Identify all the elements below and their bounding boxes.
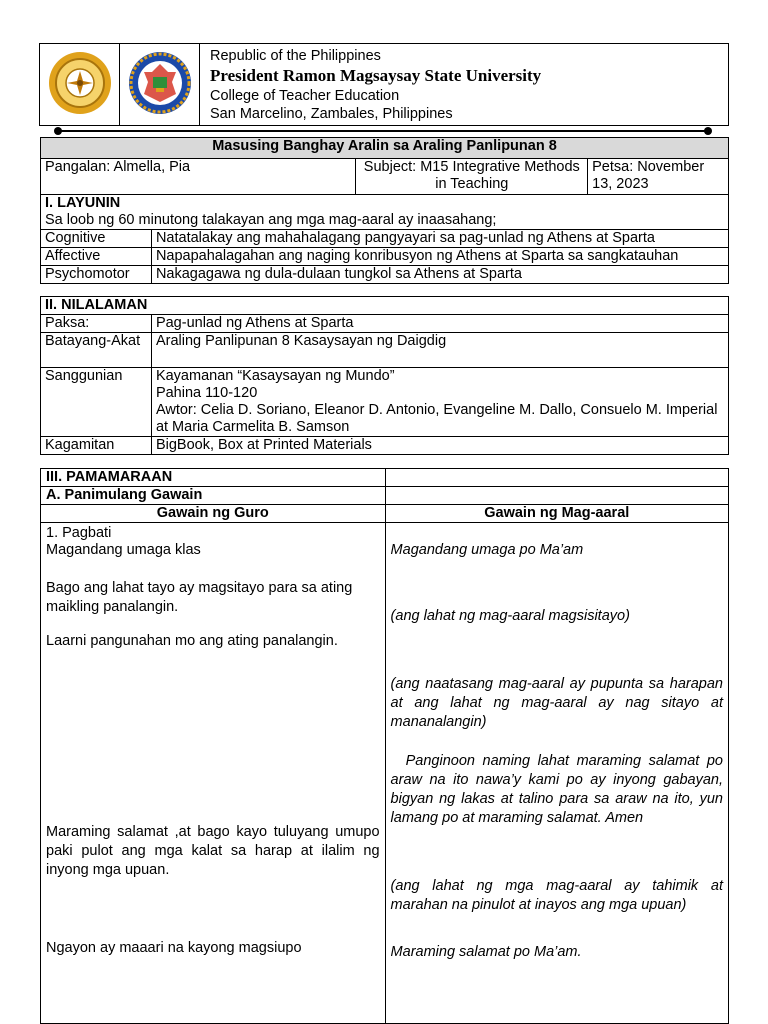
pamamaraan-heading-blank [385, 469, 728, 487]
university-seal-icon [47, 50, 113, 116]
kagamitan-value: BigBook, Box at Printed Materials [151, 437, 728, 455]
nilalaman-heading: II. NILALAMAN [41, 297, 729, 315]
plan-title: Masusing Banghay Aralin sa Araling Panlipunan 8 [41, 138, 729, 159]
sanggunian-authors: Awtor: Celia D. Soriano, Eleanor D. Antonio, Evangeline M. Dallo, Consuelo M. Imperial at Maria Carmelita B. Samson [155, 402, 718, 435]
header-divider [58, 130, 708, 132]
batayang-label: Batayang-Akat [41, 333, 152, 368]
objective-text-psychomotor: Nakagagawa ng dula-dulaan tungkol sa Athens at Sparta [151, 266, 728, 284]
kagamitan-label: Kagamitan [41, 437, 152, 455]
pamamaraan-heading: III. PAMAMARAAN [41, 469, 386, 487]
divider-dot-left [54, 127, 62, 135]
panimulang-gawain-blank [385, 487, 728, 505]
teacher-line-greeting: Magandang umaga klas [46, 542, 201, 558]
student-line-stand: (ang lahat ng mag-aaral magsisitayo) [390, 608, 630, 624]
student-line-prayer: Panginoon naming lahat maraming salamat po araw na ito nawa’y kami po ay inyong gabayan, bigyan ng lakas at talino para sa araw na ito, yun lamang po at maraming salamat. Amen [390, 753, 728, 826]
paksa-value: Pag-unlad ng Athens at Sparta [151, 315, 728, 333]
university-logo-cell [40, 44, 120, 126]
university-name: President Ramon Magsaysay State University [210, 65, 542, 85]
plan-info-table [40, 137, 729, 284]
paksa-label: Paksa: [41, 315, 152, 333]
teacher-activities-cell [41, 523, 386, 1024]
letterhead-text [200, 44, 729, 126]
objective-text-affective: Napapahalagahan ang naging konribusyon ng Athens at Sparta sa sangkatauhan [151, 248, 728, 266]
divider-dot-right [704, 127, 712, 135]
teacher-line-prayer-intro: Bago ang lahat tayo ay magsitayo para sa ating maikling panalangin. [46, 580, 353, 615]
sanggunian-pages: Pahina 110-120 [155, 385, 258, 401]
teacher-activities [46, 523, 380, 1023]
college-logo-cell [120, 44, 200, 126]
college-name: College of Teacher Education [210, 87, 400, 104]
student-line-leader: (ang naatasang mag-aaral ay pupunta sa harapan at ang lahat ng mag-aaral ay nag sitayo at mananalangin) [390, 676, 723, 730]
date-field: Petsa: November 13, 2023 [588, 159, 729, 195]
letterhead [39, 43, 729, 126]
objective-label-affective: Affective [41, 248, 152, 266]
university-address: San Marcelino, Zambales, Philippines [210, 105, 453, 122]
student-line-greeting: Magandang umaga po Ma’am [390, 542, 584, 558]
student-name: Pangalan: Almella, Pia [41, 159, 356, 195]
student-line-cleanup: (ang lahat ng mga mag-aaral ay tahimik at marahan na pinulot at inayos ang mga upuan) [390, 878, 723, 913]
layunin-heading: I. LAYUNIN [45, 195, 121, 211]
sanggunian-value [151, 368, 728, 437]
sanggunian-label: Sanggunian [41, 368, 152, 437]
republic-line: Republic of the Philippines [210, 47, 381, 64]
student-activities-cell [385, 523, 728, 1024]
subject-field: Subject: M15 Integrative Methods in Teaching [356, 159, 588, 195]
pagbati-label: 1. Pagbati [46, 525, 112, 541]
college-seal-icon [127, 50, 193, 116]
teacher-column-header: Gawain ng Guro [41, 505, 386, 523]
objective-label-psychomotor: Psychomotor [41, 266, 152, 284]
batayang-value: Araling Panlipunan 8 Kasaysayan ng Daigdig [151, 333, 728, 368]
teacher-line-cleanup: Maraming salamat ,at bago kayo tuluyang umupo paki pulot ang mga kalat sa harap at ilalim ng inyong mga upuan. [46, 824, 380, 878]
teacher-line-sit: Ngayon ay maaari na kayong magsiupo [46, 940, 302, 956]
panimulang-gawain-heading: A. Panimulang Gawain [41, 487, 386, 505]
student-activities [390, 523, 728, 1023]
student-line-thanks: Maraming salamat po Ma’am. [390, 944, 582, 960]
sanggunian-book: Kayamanan “Kasaysayan ng Mundo” [155, 368, 395, 384]
student-column-header: Gawain ng Mag-aaral [385, 505, 728, 523]
nilalaman-table [40, 296, 729, 455]
layunin-section [41, 195, 729, 230]
teacher-line-prayer-lead: Laarni pangunahan mo ang ating panalangin. [46, 633, 338, 649]
pamamaraan-table [40, 468, 729, 1024]
objective-label-cognitive: Cognitive [41, 230, 152, 248]
objective-text-cognitive: Natatalakay ang mahahalagang pangyayari sa pag-unlad ng Athens at Sparta [151, 230, 728, 248]
layunin-intro: Sa loob ng 60 minutong talakayan ang mga mag-aaral ay inaasahang; [45, 212, 497, 228]
